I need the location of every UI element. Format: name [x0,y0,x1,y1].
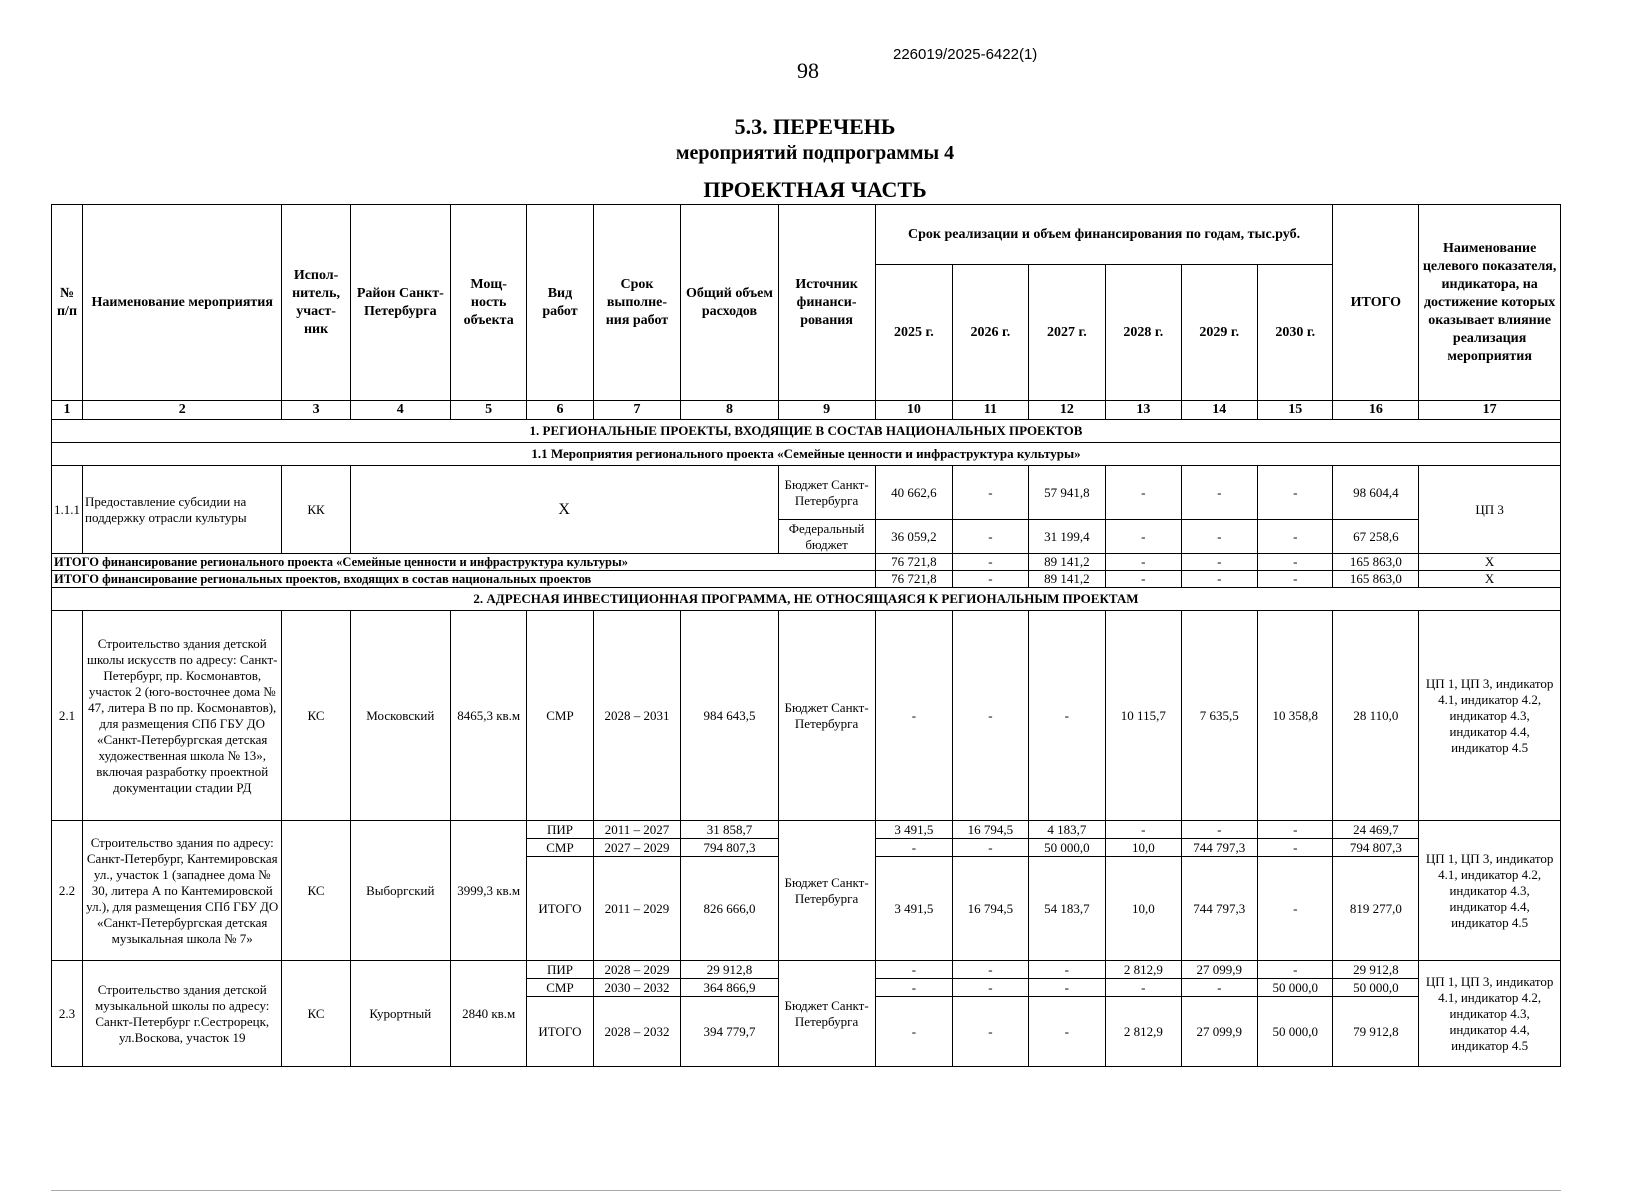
row-value: - [953,979,1028,997]
column-number: 13 [1106,401,1181,420]
document-number: 226019/2025-6422(1) [893,46,1038,63]
total-value: - [1181,571,1257,588]
row-value: 27 099,9 [1181,997,1257,1067]
row-source: Бюджет Санкт-Петербурга [778,961,875,1067]
row-executor: КС [282,611,350,821]
column-number: 11 [953,401,1028,420]
row-value: 3 491,5 [875,821,953,839]
header-year: 2025 г. [875,265,953,401]
header-year: 2026 г. [953,265,1028,401]
row-num: 2.1 [52,611,83,821]
row-value: 50 000,0 [1028,839,1106,857]
row-value: 16 794,5 [953,821,1028,839]
header-row [52,205,1561,265]
total-label: ИТОГО финансирование регионального проекта «Семейные ценности и инфраструктура культуры» [52,554,876,571]
header-work-type: Вид работ [527,205,593,401]
row-value: - [953,961,1028,979]
row-x-mark: Х [350,466,778,554]
row-capacity: 8465,3 кв.м [450,611,526,821]
row-total: 67 258,6 [1333,520,1419,554]
total-value: - [1258,554,1333,571]
total-value: 89 141,2 [1028,554,1106,571]
row-work-type: СМР [527,979,593,997]
row-term: 2011 – 2027 [593,821,681,839]
row-value: - [875,997,953,1067]
row-value: - [1258,961,1333,979]
header-year: 2028 г. [1106,265,1181,401]
row-total: 794 807,3 [1333,839,1419,857]
row-total: 50 000,0 [1333,979,1419,997]
total-value: 76 721,8 [875,571,953,588]
column-number: 8 [681,401,778,420]
row-value: 10,0 [1106,839,1181,857]
row-value: - [1258,520,1333,554]
section-1-title: 1. РЕГИОНАЛЬНЫЕ ПРОЕКТЫ, ВХОДЯЩИЕ В СОСТАВ НАЦИОНАЛЬНЫХ ПРОЕКТОВ [52,420,1561,443]
header-year: 2027 г. [1028,265,1106,401]
row-name: Предоставление субсидии на поддержку отрасли культуры [83,466,282,554]
row-value: 57 941,8 [1028,466,1106,520]
row-total-cost: 364 866,9 [681,979,778,997]
section-row [52,420,1561,443]
row-total-cost: 984 643,5 [681,611,778,821]
row-value: - [1181,979,1257,997]
row-num: 2.3 [52,961,83,1067]
row-value: 16 794,5 [953,857,1028,961]
total-value: - [1258,571,1333,588]
total-value: - [1106,571,1181,588]
row-value: - [953,611,1028,821]
row-value: 744 797,3 [1181,839,1257,857]
row-work-type: ИТОГО [527,997,593,1067]
column-number: 16 [1333,401,1419,420]
row-source: Федеральный бюджет [778,520,875,554]
column-number: 7 [593,401,681,420]
row-district: Выборгский [350,821,450,961]
total-value: 89 141,2 [1028,571,1106,588]
row-value: - [1028,979,1106,997]
total-row [52,571,1561,588]
total-value: 76 721,8 [875,554,953,571]
row-term: 2028 – 2029 [593,961,681,979]
row-value: - [875,979,953,997]
row-value: 10,0 [1106,857,1181,961]
row-value: - [1181,466,1257,520]
row-term: 2028 – 2032 [593,997,681,1067]
row-value: 744 797,3 [1181,857,1257,961]
subsection-1-1-title: 1.1 Мероприятия регионального проекта «Семейные ценности и инфраструктура культуры» [52,443,1561,466]
header-name: Наименование мероприятия [83,205,282,401]
row-district: Московский [350,611,450,821]
header-capacity: Мощ-ность объекта [450,205,526,401]
row-value: - [953,466,1028,520]
row-total: 79 912,8 [1333,997,1419,1067]
column-numbers-row [52,401,1561,420]
column-number: 1 [52,401,83,420]
row-value: - [1106,520,1181,554]
row-value: 40 662,6 [875,466,953,520]
row-name: Строительство здания детской школы искусств по адресу: Санкт-Петербург, пр. Космонавтов, участок 2 (юго-восточнее дома № 47, литера В по пр. Космонавтов), для размещения СПб ГБУ ДО «Санкт-Петербургская детская художественная школа № 13», включая разработку проектной документации стадии РД [83,611,282,821]
column-number: 14 [1181,401,1257,420]
row-term: 2030 – 2032 [593,979,681,997]
document-part-title: ПРОЕКТНАЯ ЧАСТЬ [703,177,927,202]
header-num: № п/п [52,205,83,401]
total-value: - [1181,554,1257,571]
row-total: 98 604,4 [1333,466,1419,520]
row-name: Строительство здания по адресу: Санкт-Петербург, Кантемировская ул., участок 1 (западнее дома № 30, литера А по Кантемировской ул.), для размещения СПб ГБУ ДО «Санкт-Петербургская детская музыкальная школа № 7» [83,821,282,961]
row-work-type: ИТОГО [527,857,593,961]
page-number: 98 [797,58,819,83]
row-value: - [953,520,1028,554]
row-num: 2.2 [52,821,83,961]
column-number: 5 [450,401,526,420]
row-value: 31 199,4 [1028,520,1106,554]
row-total: 24 469,7 [1333,821,1419,839]
table-row [52,611,1561,821]
total-value: - [953,554,1028,571]
row-value: - [1028,997,1106,1067]
row-value: - [875,961,953,979]
row-value: - [875,611,953,821]
column-number: 17 [1419,401,1561,420]
header-district: Район Санкт-Петербурга [350,205,450,401]
header-year: 2030 г. [1258,265,1333,401]
header-term: Срок выполне-ния работ [593,205,681,401]
total-indicator: Х [1419,571,1561,588]
row-indicator: ЦП 1, ЦП 3, индикатор 4.1, индикатор 4.2, индикатор 4.3, индикатор 4.4, индикатор 4.5 [1419,821,1561,961]
document-title: 5.3. ПЕРЕЧЕНЬ [734,114,896,139]
row-value: 4 183,7 [1028,821,1106,839]
row-value: 10 115,7 [1106,611,1181,821]
row-value: - [1258,839,1333,857]
row-value: 50 000,0 [1258,979,1333,997]
document-subtitle: мероприятий подпрограммы 4 [675,142,955,164]
header-executor: Испол-нитель, участ-ник [282,205,350,401]
row-value: - [1258,821,1333,839]
row-source: Бюджет Санкт-Петербурга [778,466,875,520]
table-row [52,466,1561,520]
row-value: - [1028,961,1106,979]
column-number: 2 [83,401,282,420]
scan-edge-line [51,1190,1561,1191]
row-term: 2028 – 2031 [593,611,681,821]
header-year: 2029 г. [1181,265,1257,401]
row-term: 2011 – 2029 [593,857,681,961]
row-total: 29 912,8 [1333,961,1419,979]
row-total: 819 277,0 [1333,857,1419,961]
row-executor: КК [282,466,350,554]
subsection-row [52,443,1561,466]
total-indicator: Х [1419,554,1561,571]
row-work-type: СМР [527,839,593,857]
column-number: 3 [282,401,350,420]
header-years-group: Срок реализации и объем финансирования по годам, тыс.руб. [875,205,1333,265]
row-indicator: ЦП 1, ЦП 3, индикатор 4.1, индикатор 4.2, индикатор 4.3, индикатор 4.4, индикатор 4.5 [1419,961,1561,1067]
row-value: - [1106,979,1181,997]
row-value: - [1258,466,1333,520]
row-value: - [1258,857,1333,961]
row-district: Курортный [350,961,450,1067]
total-sum: 165 863,0 [1333,571,1419,588]
row-value: 2 812,9 [1106,997,1181,1067]
row-source: Бюджет Санкт-Петербурга [778,611,875,821]
activities-table [51,204,1561,1067]
column-number: 6 [527,401,593,420]
row-value: - [1106,466,1181,520]
header-indicator: Наименование целевого показателя, индикатора, на достижение которых оказывает влияние реализация мероприятия [1419,205,1561,401]
row-total-cost: 29 912,8 [681,961,778,979]
table-row [52,961,1561,979]
row-total-cost: 794 807,3 [681,839,778,857]
row-value: 50 000,0 [1258,997,1333,1067]
row-term: 2027 – 2029 [593,839,681,857]
row-capacity: 3999,3 кв.м [450,821,526,961]
section-row [52,588,1561,611]
row-work-type: СМР [527,611,593,821]
column-number: 15 [1258,401,1333,420]
row-indicator: ЦП 3 [1419,466,1561,554]
column-number: 4 [350,401,450,420]
row-value: - [953,997,1028,1067]
row-value: 10 358,8 [1258,611,1333,821]
row-executor: КС [282,821,350,961]
row-value: 3 491,5 [875,857,953,961]
row-total: 28 110,0 [1333,611,1419,821]
total-sum: 165 863,0 [1333,554,1419,571]
row-value: 27 099,9 [1181,961,1257,979]
row-value: - [953,839,1028,857]
row-value: - [1106,821,1181,839]
header-total: ИТОГО [1333,205,1419,401]
row-work-type: ПИР [527,961,593,979]
header-total-cost: Общий объем расходов [681,205,778,401]
total-label: ИТОГО финансирование региональных проектов, входящих в состав национальных проектов [52,571,876,588]
row-value: 2 812,9 [1106,961,1181,979]
row-value: 54 183,7 [1028,857,1106,961]
row-value: - [875,839,953,857]
column-number: 12 [1028,401,1106,420]
row-executor: КС [282,961,350,1067]
total-row [52,554,1561,571]
row-total-cost: 394 779,7 [681,997,778,1067]
row-name: Строительство здания детской музыкальной школы по адресу: Санкт-Петербург г.Сестрорецк, ул.Воскова, участок 19 [83,961,282,1067]
row-source: Бюджет Санкт-Петербурга [778,821,875,961]
column-number: 10 [875,401,953,420]
section-2-title: 2. АДРЕСНАЯ ИНВЕСТИЦИОННАЯ ПРОГРАММА, НЕ ОТНОСЯЩАЯСЯ К РЕГИОНАЛЬНЫМ ПРОЕКТАМ [52,588,1561,611]
column-number: 9 [778,401,875,420]
row-value: 7 635,5 [1181,611,1257,821]
row-capacity: 2840 кв.м [450,961,526,1067]
row-work-type: ПИР [527,821,593,839]
row-indicator: ЦП 1, ЦП 3, индикатор 4.1, индикатор 4.2, индикатор 4.3, индикатор 4.4, индикатор 4.5 [1419,611,1561,821]
row-num: 1.1.1 [52,466,83,554]
row-total-cost: 826 666,0 [681,857,778,961]
row-value: - [1181,821,1257,839]
row-value: - [1181,520,1257,554]
row-total-cost: 31 858,7 [681,821,778,839]
total-value: - [953,571,1028,588]
row-value: - [1028,611,1106,821]
row-value: 36 059,2 [875,520,953,554]
header-source: Источник финанси-рования [778,205,875,401]
table-row [52,821,1561,839]
total-value: - [1106,554,1181,571]
